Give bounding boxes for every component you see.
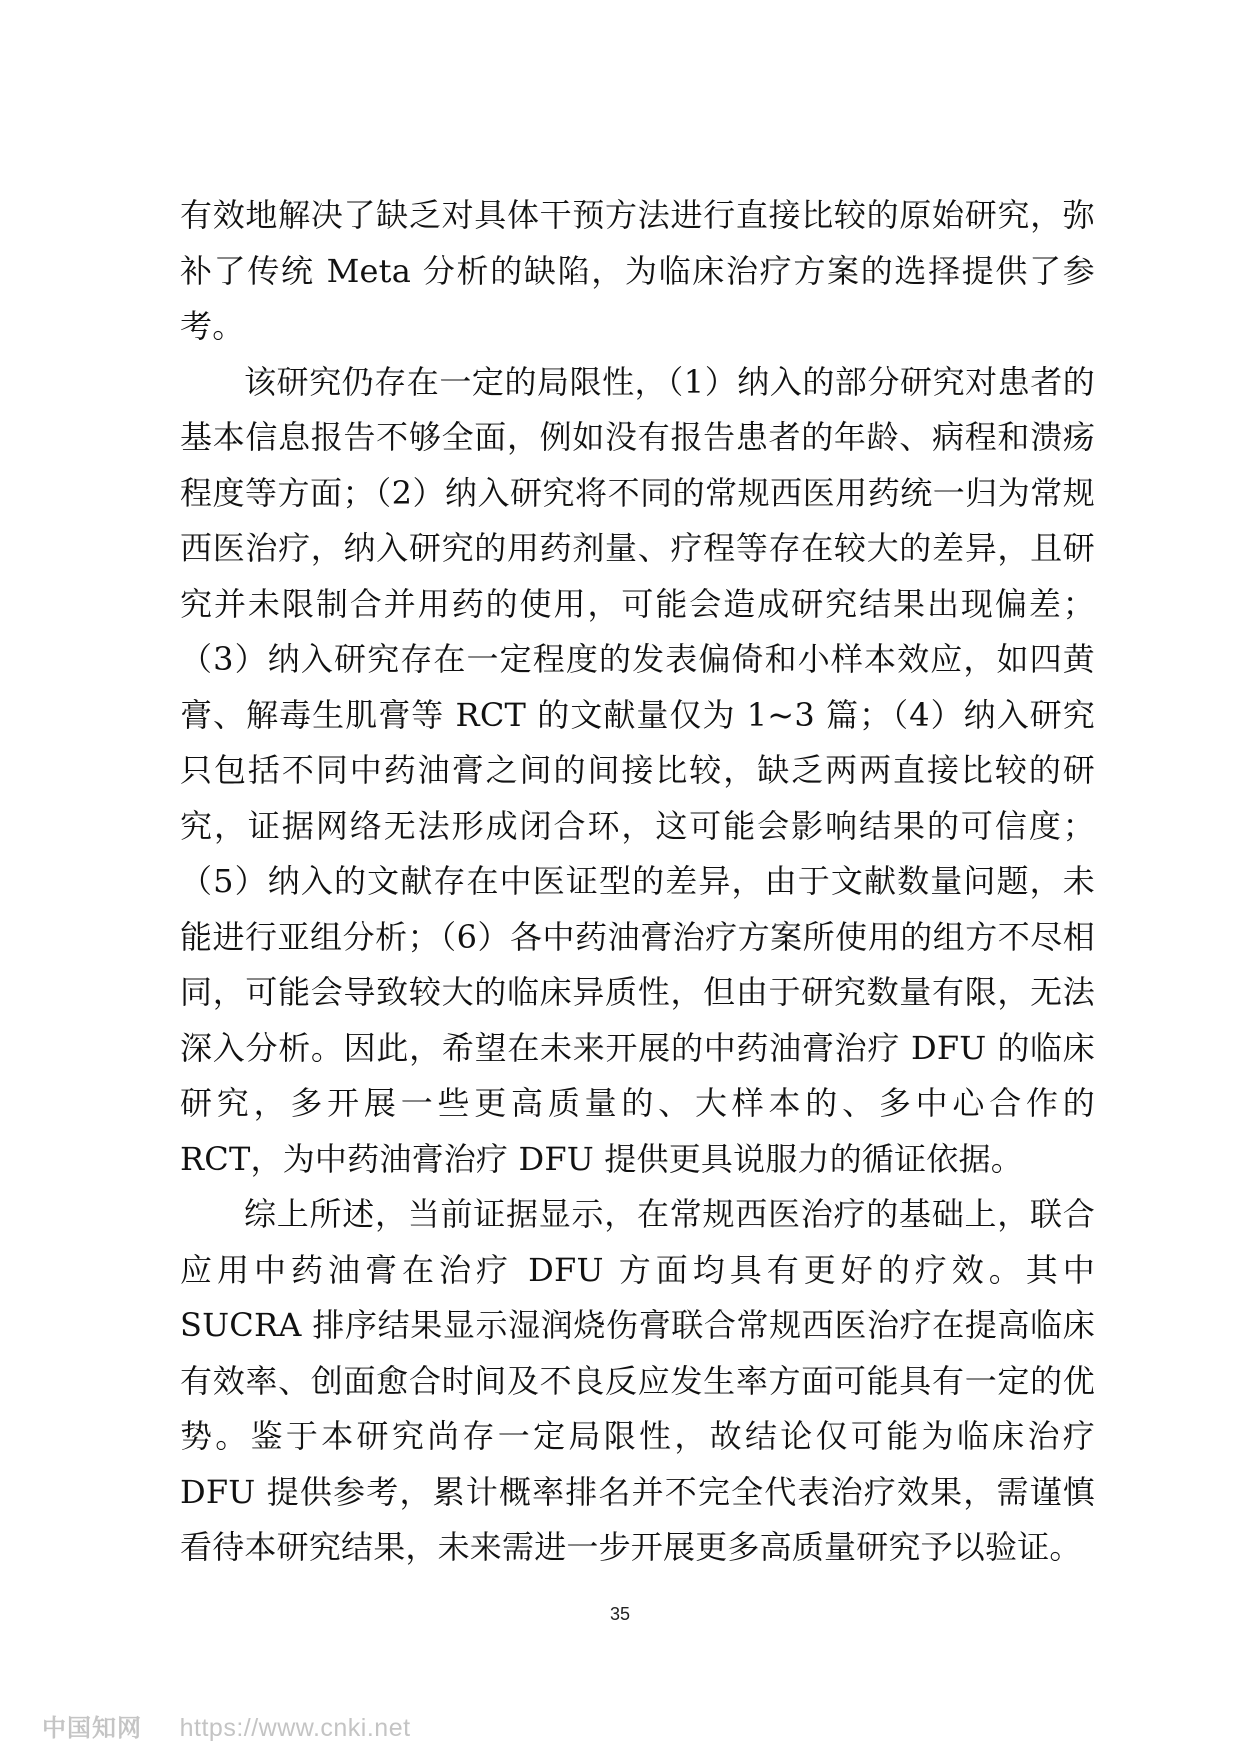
paragraph-limitations: 该研究仍存在一定的局限性，（1）纳入的部分研究对患者的基本信息报告不够全面，例如没有报告患者的年龄、病程和溃疡程度等方面；（2）纳入研究将不同的常规西医用药统一归为常规西医治疗，纳入研究的用药剂量、疗程等存在较大的差异，且研究并未限制合并用药的使用，可能会造成研究结果出现偏差；（3）纳入研究存在一定程度的发表偏倚和小样本效应，如四黄膏、解毒生肌膏等 RCT 的文献量仅为 1~3 篇；（4）纳入研究只包括不同中药油膏之间的间接比较，缺乏两两直接比较的研究，证据网络无法形成闭合环，这可能会影响结果的可信度；（5）纳入的文献存在中医证型的差异，由于文献数量问题，未能进行亚组分析；（6）各中药油膏治疗方案所使用的组方不尽相同，可能会导致较大的临床异质性，但由于研究数量有限，无法深入分析。因此，希望在未来开展的中药油膏治疗 DFU 的临床研究，多开展一些更高质量的、大样本的、多中心合作的 RCT，为中药油膏治疗 DFU 提供更具说服力的循证依据。 [180, 362, 1095, 1178]
paragraph-conclusion: 综上所述，当前证据显示，在常规西医治疗的基础上，联合应用中药油膏在治疗 DFU 方面均具有更好的疗效。其中 SUCRA 排序结果显示湿润烧伤膏联合常规西医治疗在提高临床有效率、创面愈合时间及不良反应发生率方面可能具有一定的优势。鉴于本研究尚存一定局限性，故结论仅可能为临床治疗 DFU 提供参考，累计概率排名并不完全代表治疗效果，需谨慎看待本研究结果，未来需进一步开展更多高质量研究予以验证。 [180, 1195, 1095, 1566]
cnki-url-link[interactable]: https://www.cnki.net [179, 1714, 411, 1742]
page-body [180, 188, 1095, 1576]
page-number: 35 [609, 1604, 631, 1624]
paragraph-continuation: 有效地解决了缺乏对具体干预方法进行直接比较的原始研究，弥补了传统 Meta 分析的缺陷，为临床治疗方案的选择提供了参考。 [180, 196, 1095, 345]
cnki-logo-text: 中国知网 [42, 1714, 142, 1742]
cnki-watermark [42, 1708, 411, 1743]
